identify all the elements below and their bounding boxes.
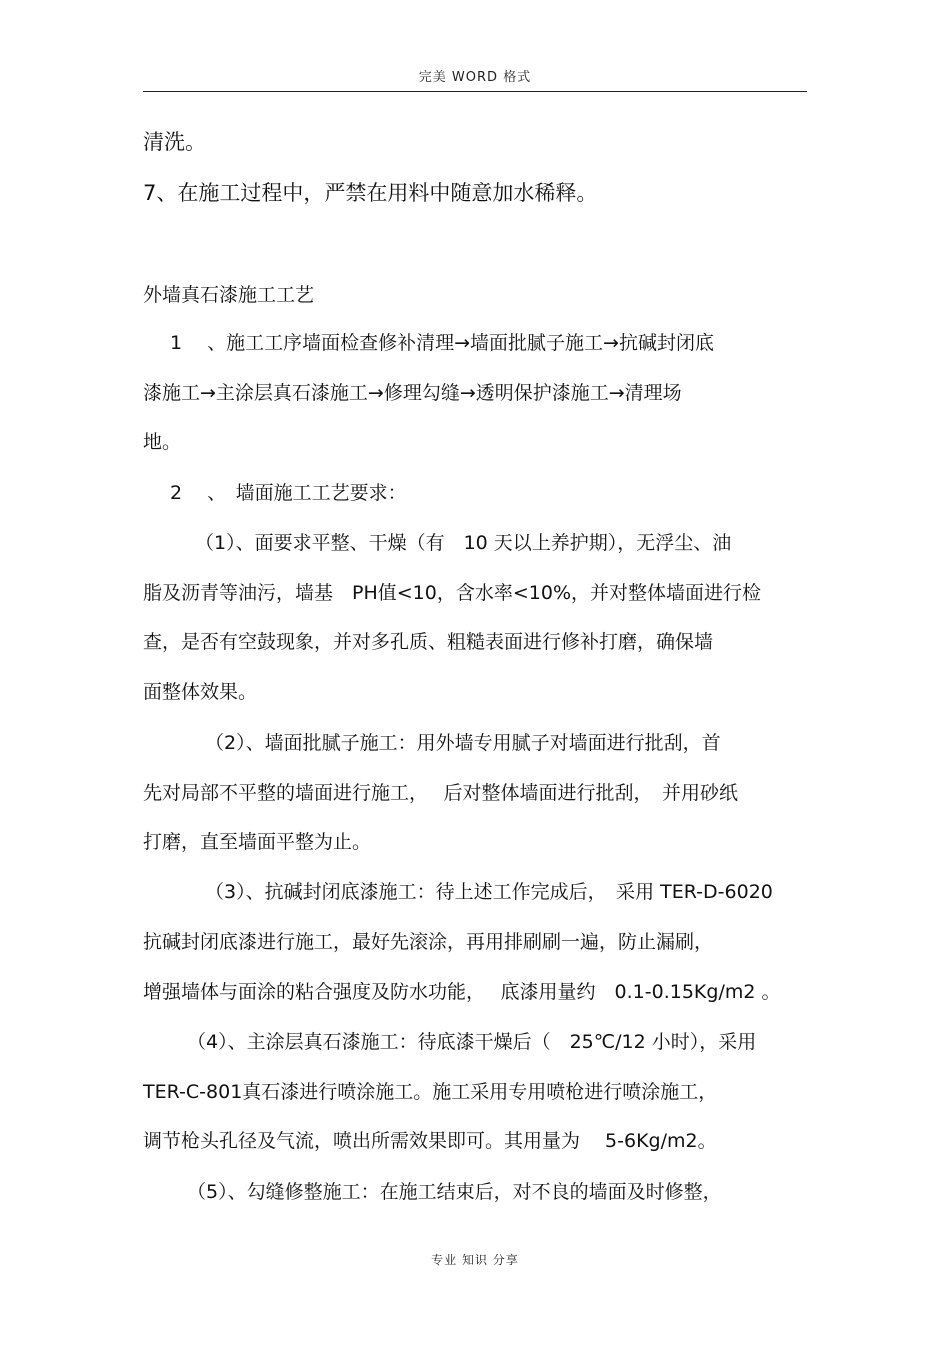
text-line-req1: （1）、面要求平整、干燥（有 10 天以上养护期），无浮尘、油 xyxy=(195,532,732,554)
text-line-req1-end: 面整体效果。 xyxy=(143,681,258,703)
text-line-req1-cont1: 脂及沥青等油污，墙基 PH值<10，含水率<10%，并对整体墙面进行检 xyxy=(143,582,761,604)
header-divider xyxy=(143,91,807,92)
text-line-req1-cont2: 查，是否有空鼓现象，并对多孔质、粗糙表面进行修补打磨，确保墙 xyxy=(143,631,714,653)
text-line-req2-cont: 先对局部不平整的墙面进行施工， 后对整体墙面进行批刮， 并用砂纸 xyxy=(143,782,739,804)
text-line-req5: （5）、勾缝修整施工：在施工结束后，对不良的墙面及时修整， xyxy=(187,1181,722,1203)
page-header: 完美 WORD 格式 xyxy=(418,70,532,85)
text-line-req4: （4）、主涂层真石漆施工：待底漆干燥后（ 25℃/12 小时），采用 xyxy=(187,1031,757,1053)
text-line-req2: （2）、墙面批腻子施工：用外墙专用腻子对墙面进行批刮，首 xyxy=(205,732,721,754)
text-line-req4-cont: TER-C-801真石漆进行喷涂施工。施工采用专用喷枪进行喷涂施工， xyxy=(143,1081,718,1103)
section-title: 外墙真石漆施工工艺 xyxy=(143,284,315,306)
text-line-req2-end: 打磨，直至墙面平整为止。 xyxy=(143,831,372,853)
page-footer: 专业 知识 分享 xyxy=(431,1253,519,1267)
text-line-wash: 清洗。 xyxy=(143,130,206,154)
text-line-item-7: 7、在施工过程中，严禁在用料中随意加水稀释。 xyxy=(143,181,598,205)
text-line-step1-cont: 漆施工→主涂层真石漆施工→修理勾缝→透明保护漆施工→清理场 xyxy=(143,382,682,404)
text-line-req3: （3）、抗碱封闭底漆施工：待上述工作完成后， 采用 TER-D-6020 xyxy=(205,881,773,903)
text-line-step2: 2 、 墙面施工工艺要求： xyxy=(170,482,407,504)
text-line-req3-cont: 抗碱封闭底漆进行施工，最好先滚涂，再用排刷刷一遍，防止漏刷， xyxy=(143,931,714,953)
text-line-req4-end: 调节枪头孔径及气流，喷出所需效果即可。其用量为 5-6Kg/m2。 xyxy=(143,1130,717,1152)
text-line-req3-end: 增强墙体与面涂的粘合强度及防水功能， 底漆用量约 0.1-0.15Kg/m2 。 xyxy=(143,981,781,1003)
text-line-step1-end: 地。 xyxy=(143,431,182,453)
text-line-step1: 1 、施工工序墙面检查修补清理→墙面批腻子施工→抗碱封闭底 xyxy=(170,332,714,354)
